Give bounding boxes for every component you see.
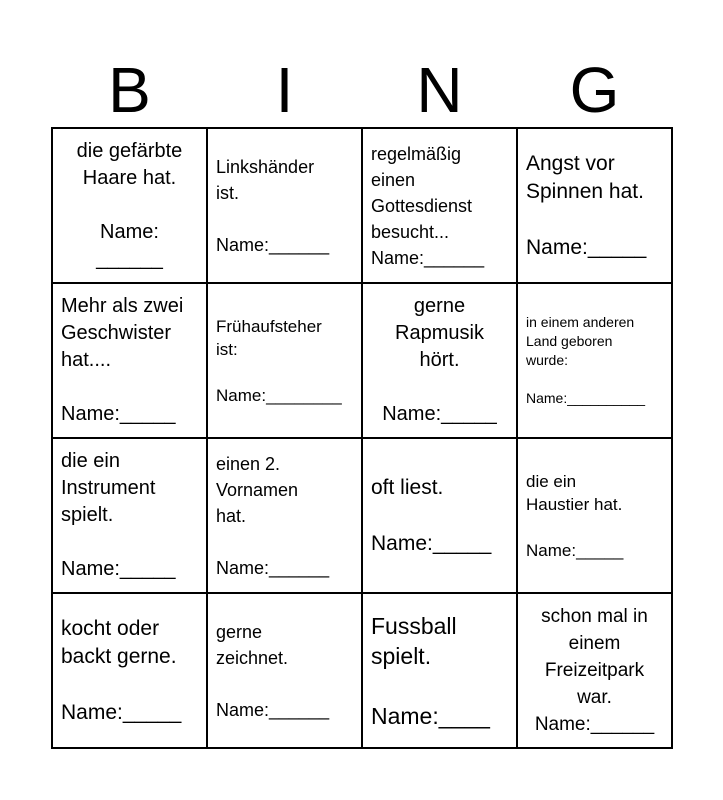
cell-text: gerne Rapmusik hört. Name:_____	[382, 295, 497, 425]
bingo-header	[52, 52, 672, 128]
cell-text: kocht oder backt gerne. Name:_____	[61, 616, 182, 724]
bingo-cell-r2-c4[interactable]	[518, 284, 673, 439]
cell-text: Fussball spielt. Name:____	[371, 612, 490, 729]
bingo-cell-r1-c4[interactable]	[518, 129, 673, 284]
bingo-cell-r4-c4[interactable]	[518, 594, 673, 749]
bingo-cell-r3-c3[interactable]	[363, 439, 518, 594]
cell-text: Frühaufsteher ist: Name:________	[216, 316, 342, 405]
cell-text: regelmäßig einen Gottesdienst besucht... Name:______	[371, 143, 485, 268]
bingo-cell-r3-c2[interactable]	[208, 439, 363, 594]
cell-text: Linkshänder ist. Name:______	[216, 156, 330, 255]
bingo-cell-r2-c1[interactable]	[53, 284, 208, 439]
bingo-grid	[51, 127, 673, 749]
bingo-cell-r2-c3[interactable]	[363, 284, 518, 439]
cell-text: einen 2. Vornamen hat. Name:______	[216, 453, 330, 578]
header-letter-b: B	[108, 54, 151, 126]
header-letter-g: G	[569, 54, 620, 126]
cell-text: in einem anderen Land geboren wurde: Name:__________	[526, 314, 646, 406]
bingo-cell-r4-c1[interactable]	[53, 594, 208, 749]
cell-text: oft liest. Name:_____	[371, 475, 492, 555]
bingo-cell-r1-c1[interactable]	[53, 129, 208, 284]
cell-text: gerne zeichnet. Name:______	[216, 621, 330, 720]
cell-text: die ein Instrument spielt. Name:_____	[61, 450, 176, 580]
cell-text: die ein Haustier hat. Name:_____	[526, 471, 624, 560]
bingo-cell-r1-c2[interactable]	[208, 129, 363, 284]
cell-text: Angst vor Spinnen hat. Name:_____	[526, 151, 647, 259]
cell-text: die gefärbte Haare hat. Name: ______	[76, 140, 183, 270]
bingo-cell-r3-c1[interactable]	[53, 439, 208, 594]
header-letter-n: N	[416, 54, 463, 126]
bingo-cell-r4-c3[interactable]	[363, 594, 518, 749]
cell-text: schon mal in einem Freizeitpark war. Name:______	[534, 606, 655, 735]
bingo-cell-r3-c4[interactable]	[518, 439, 673, 594]
cell-text: Mehr als zwei Geschwister hat.... Name:_____	[61, 295, 184, 425]
bingo-cell-r4-c2[interactable]	[208, 594, 363, 749]
header-letter-i: I	[275, 54, 294, 126]
bingo-cell-r2-c2[interactable]	[208, 284, 363, 439]
bingo-cell-r1-c3[interactable]	[363, 129, 518, 284]
